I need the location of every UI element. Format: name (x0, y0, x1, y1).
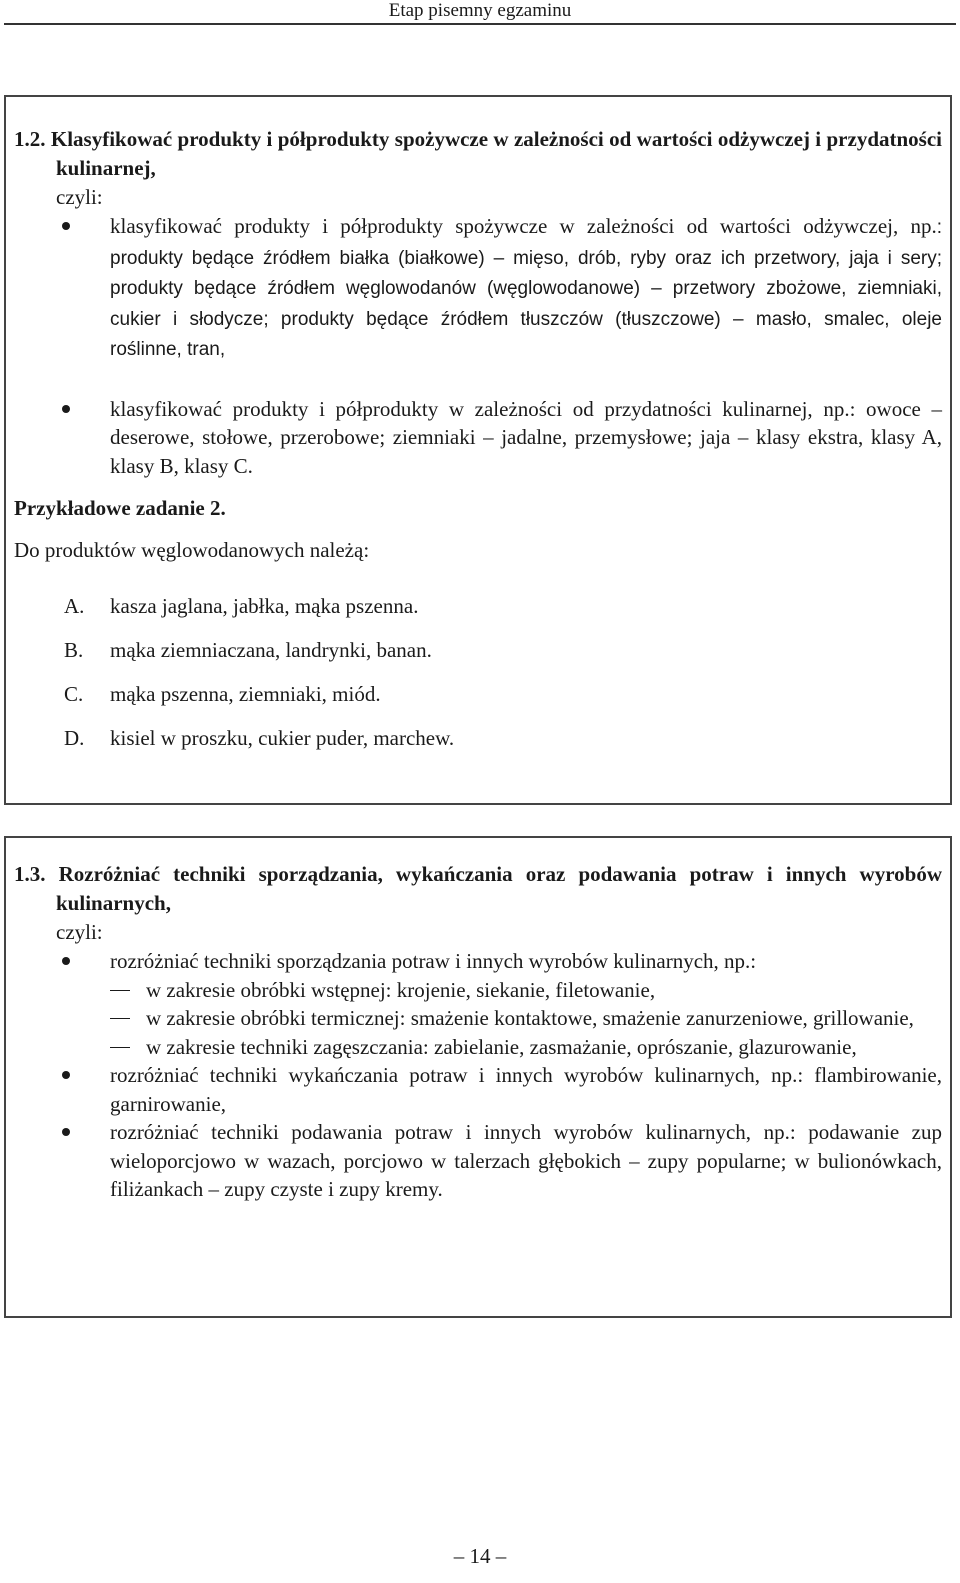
dash-item-2 (14, 1004, 942, 1033)
answer-text: kisiel w proszku, cukier puder, marchew. (110, 726, 455, 750)
section-1-2-box (4, 95, 952, 805)
bullet-icon (62, 1128, 70, 1136)
answer-text: kasza jaglana, jabłka, mąka pszenna. (110, 594, 419, 618)
bullet-3-text: rozróżniać techniki podawania potraw i innych wyrobów kulinarnych, np.: podawanie zup wieloporcjowo w wazach, porcjowo w talerzach głębokich – zupy popularne; w bulionówkach, filiżankach – zupy czyste i zupy kremy. (110, 1120, 942, 1201)
task-question: Do produktów węglowodanowych należą: (14, 538, 370, 562)
dash-icon (110, 990, 130, 991)
section-1-3-czyli: czyli: (56, 920, 103, 944)
section-1-2-bullet-2 (14, 395, 942, 481)
bullet-spacer (14, 365, 942, 395)
section-1-2-czyli: czyli: (56, 185, 103, 209)
dash-item-3 (14, 1033, 942, 1062)
answer-letter: D. (64, 726, 85, 750)
answer-b (14, 628, 942, 672)
bullet-1-text: rozróżniać techniki sporządzania potraw i innych wyrobów kulinarnych, np.: (110, 949, 757, 973)
answer-c (14, 672, 942, 716)
dash-item-text: w zakresie obróbki termicznej: smażenie kontaktowe, smażenie zanurzeniowe, grillowanie, (146, 1006, 914, 1030)
answer-d (14, 716, 942, 760)
task-title: Przykładowe zadanie 2. (14, 496, 226, 520)
section-1-3-bullet-1 (14, 947, 942, 976)
section-1-3-box (4, 836, 952, 1318)
bullet-1-text-sans: : produkty będące źródłem białka (białkowe) – mięso, drób, ryby oraz ich przetwory, jaja i sery; produkty będące źródłem węglowodanów (węglowodanowe) – przetwory zbożowe, ziemniaki, cukier i słodycze; produkty będące źródłem tłuszczów (tłuszczowe) – masło, smalec, oleje roślinne, tran, (110, 217, 942, 360)
section-1-2-bullet-1 (14, 212, 942, 365)
section-1-3-bullet-2 (14, 1061, 942, 1118)
header-title: Etap pisemny egzaminu (388, 0, 572, 21)
section-1-2-title: Klasyfikować produkty i półprodukty spożywcze w zależności od wartości odżywczej i przydatności kulinarnej, (50, 127, 942, 180)
answer-text: mąka ziemniaczana, landrynki, banan. (110, 638, 432, 662)
bullet-2-text-serif: klasyfikować produkty i półprodukty w zależności od przydatności kulinarnej, np.: owoce – deserowe, stołowe, przerobowe; ziemniaki – jadalne, przemysłowe; jaja – klasy ekstra, klasy A, klasy B, klasy C. (110, 396, 942, 478)
section-1-3-title: Rozróżniać techniki sporządzania, wykańczania oraz podawania potraw i innych wyrobów kulinarnych, (56, 862, 942, 915)
bullet-icon (62, 1071, 70, 1079)
bullet-icon (62, 405, 70, 413)
page-number: – 14 – (453, 1544, 507, 1568)
section-1-3-bullet-list-cont (14, 1061, 942, 1204)
answer-a (14, 584, 942, 628)
answer-letter: A. (64, 594, 85, 618)
dash-item-text: w zakresie techniki zagęszczania: zabielanie, zasmażanie, oprószanie, glazurowanie, (146, 1034, 857, 1059)
section-1-3-bullet-3 (14, 1118, 942, 1204)
dash-icon (110, 1047, 130, 1048)
section-1-3-number: 1.3. (14, 862, 46, 886)
dash-item-text: w zakresie obróbki wstępnej: krojenie, siekanie, filetowanie, (146, 977, 656, 1002)
header-rule (4, 23, 956, 25)
bullet-icon (62, 957, 70, 965)
section-1-2-bullet-list (14, 212, 942, 480)
answer-text: mąka pszenna, ziemniaki, miód. (110, 682, 381, 706)
bullet-1-text-serif: klasyfikować produkty i półprodukty spożywcze w zależności od wartości odżywczej, np. (110, 214, 937, 238)
bullet-icon (62, 222, 70, 230)
section-1-2-heading (14, 125, 942, 183)
dash-item-1 (14, 976, 942, 1005)
section-1-3-heading (14, 860, 942, 918)
dash-icon (110, 1018, 130, 1019)
section-1-2-number: 1.2. (14, 127, 46, 151)
answer-list (14, 584, 942, 760)
answer-letter: C. (64, 682, 84, 706)
answer-letter: B. (64, 638, 84, 662)
bullet-2-text: rozróżniać techniki wykańczania potraw i innych wyrobów kulinarnych, np.: flambirowanie, garnirowanie, (110, 1063, 942, 1116)
dash-list (14, 976, 942, 1062)
section-1-3-bullet-list (14, 947, 942, 976)
